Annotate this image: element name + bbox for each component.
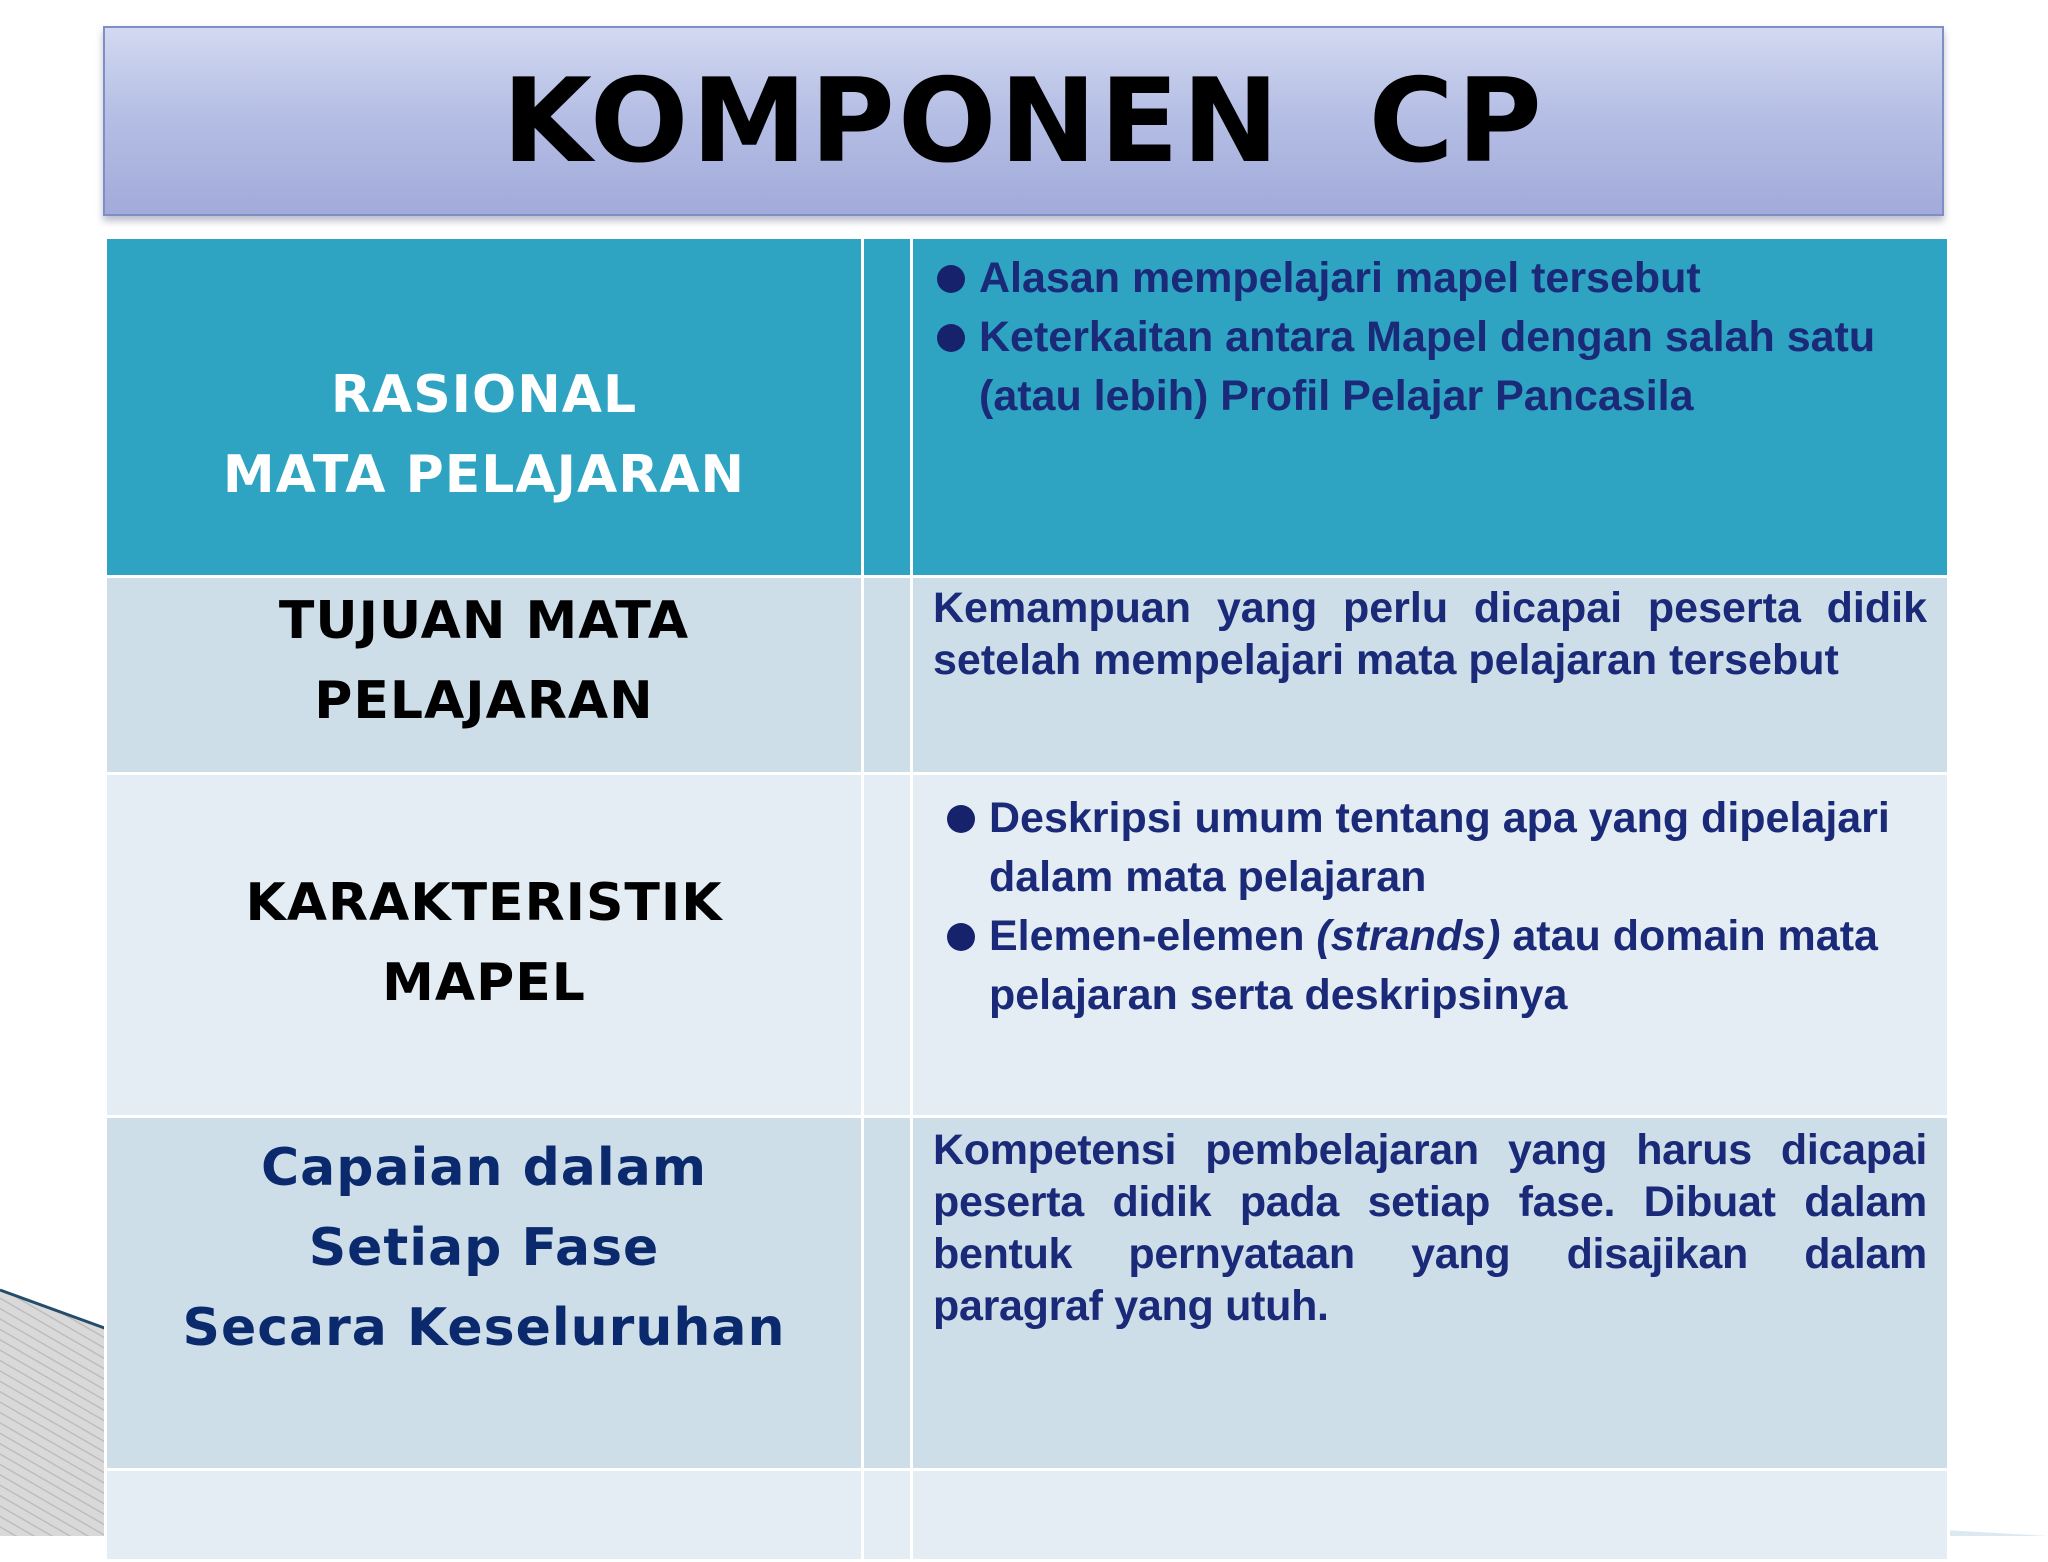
label-line: Capaian dalam [260,1138,707,1198]
table-row-empty [106,1470,1949,1561]
row-label-capaian [107,1128,861,1368]
spacer-cell [863,238,912,577]
spacer-cell [863,1470,912,1561]
bullet-list [945,789,1927,1025]
cp-component-table [104,236,1950,1562]
label-cell [106,1117,863,1470]
label-line: RASIONAL [330,365,638,425]
label-line: TUJUAN MATA [278,591,690,651]
label-cell [106,238,863,577]
row-label-karakteristik [107,863,861,1023]
row-label-tujuan [107,581,861,741]
content-cell [912,774,1949,1117]
table-row-karakteristik [106,774,1949,1117]
list-item: Deskripsi umum tentang apa yang dipelajari dalam mata pelajaran [945,789,1927,907]
table-row-capaian [106,1117,1949,1470]
row-label-rasional [107,355,861,515]
content-cell [912,238,1949,577]
label-line: Secara Keseluruhan [182,1298,786,1358]
label-line: MAPEL [382,953,586,1013]
content-cell [912,577,1949,774]
label-line: KARAKTERISTIK [245,873,723,933]
title-banner [103,26,1944,216]
label-cell [106,774,863,1117]
table-row-rasional [106,238,1949,577]
row-description: Kemampuan yang perlu dicapai peserta didik setelah mempelajari mata pelajaran tersebut [933,584,1927,684]
row-description: Kompetensi pembelajaran yang harus dicapai peserta didik pada setiap fase. Dibuat dalam bentuk pernyataan yang disajikan dalam paragraf yang utuh. [933,1126,1927,1330]
italic-term: (strands) [1316,912,1501,960]
text-segment: atau domain mata pelajaran serta deskripsinya [989,912,1878,1019]
label-line: Setiap Fase [308,1218,660,1278]
list-item [945,907,1927,1025]
label-line: PELAJARAN [314,671,654,731]
label-line: MATA PELAJARAN [222,445,746,505]
empty-cell [106,1470,863,1561]
spacer-cell [863,1117,912,1470]
bullet-list [935,249,1927,426]
content-cell [912,1117,1949,1470]
list-item: Keterkaitan antara Mapel dengan salah satu (atau lebih) Profil Pelajar Pancasila [935,308,1927,426]
empty-cell [912,1470,1949,1561]
list-item: Alasan mempelajari mapel tersebut [935,249,1927,308]
spacer-cell [863,774,912,1117]
text-segment: Elemen-elemen [989,912,1317,960]
label-cell [106,577,863,774]
table-row-tujuan [106,577,1949,774]
spacer-cell [863,577,912,774]
page-title: KOMPONEN CP [502,53,1545,189]
